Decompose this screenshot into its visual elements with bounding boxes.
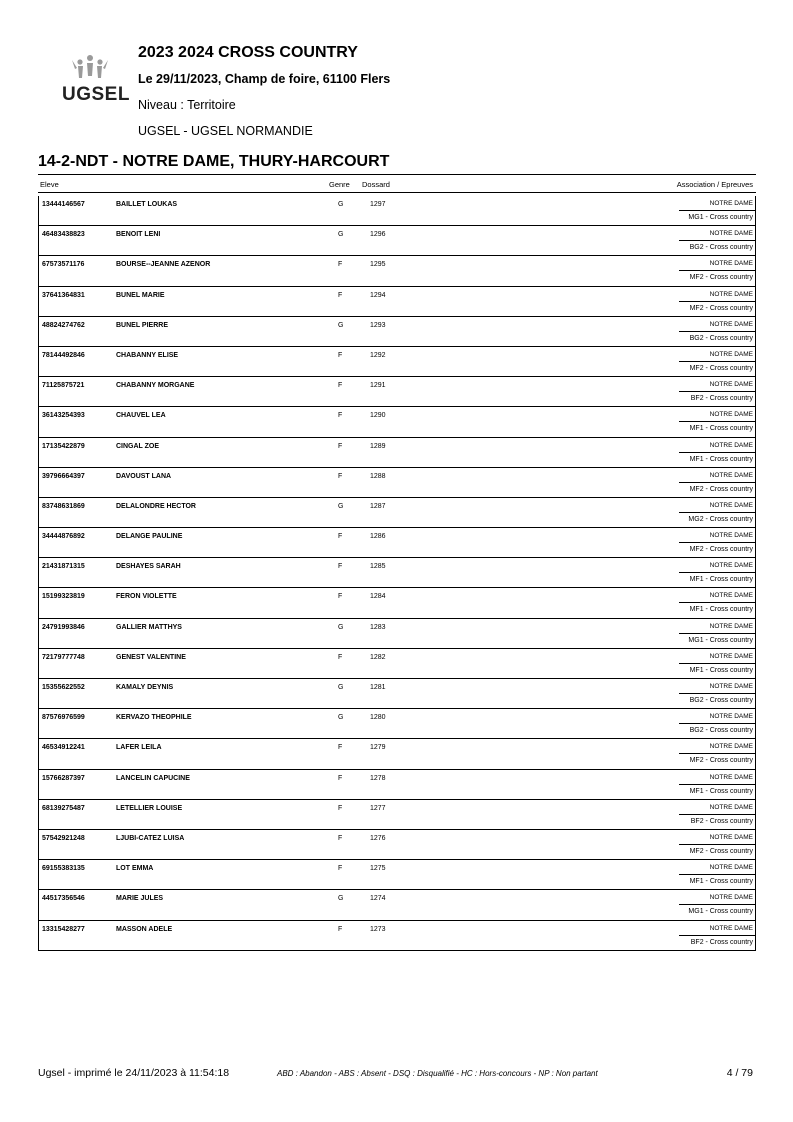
athlete-name: LOT EMMA (116, 865, 154, 873)
athlete-genre: F (338, 412, 343, 420)
athlete-dossard: 1279 (370, 744, 386, 752)
table-row (39, 527, 755, 557)
athlete-genre: G (338, 623, 344, 631)
athlete-association: NOTRE DAME (709, 350, 753, 358)
athlete-name: LJUBI-CATEZ LUISA (116, 834, 185, 842)
table-row (39, 859, 755, 889)
athlete-name: FERON VIOLETTE (116, 593, 177, 601)
cell-divider (679, 542, 755, 543)
athlete-association: NOTRE DAME (709, 743, 753, 751)
athlete-id: 17135422879 (42, 442, 85, 450)
column-header-association: Association / Epreuves (676, 180, 753, 189)
athlete-name: CHABANNY MORGANE (116, 382, 195, 390)
athlete-id: 15199323819 (42, 593, 85, 601)
athlete-name: GALLIER MATTHYS (116, 623, 182, 631)
cell-divider (679, 663, 755, 664)
athlete-epreuve: BF2 - Cross country (690, 395, 753, 403)
athlete-genre: F (338, 774, 343, 782)
athlete-id: 68139275487 (42, 804, 85, 812)
athlete-dossard: 1274 (370, 895, 386, 903)
athlete-association: NOTRE DAME (709, 381, 753, 389)
athlete-epreuve: BG2 - Cross country (689, 697, 753, 704)
athlete-genre: G (338, 714, 344, 722)
athlete-epreuve: MG2 - Cross country (688, 515, 753, 523)
athlete-association: NOTRE DAME (709, 260, 753, 268)
athlete-association: NOTRE DAME (709, 501, 753, 509)
athlete-association: NOTRE DAME (709, 622, 753, 630)
athlete-epreuve: MF2 - Cross country (689, 546, 753, 554)
cell-divider (679, 301, 755, 302)
athlete-name: GENEST VALENTINE (116, 653, 186, 661)
athlete-epreuve: MF2 - Cross country (689, 274, 753, 282)
athlete-dossard: 1282 (370, 653, 386, 661)
cell-divider (679, 270, 755, 271)
athletes-logo-icon (68, 54, 112, 86)
athlete-id: 39796664397 (42, 472, 85, 480)
athlete-epreuve: MG1 - Cross country (688, 214, 753, 221)
cell-divider (679, 452, 755, 453)
cell-divider (679, 844, 755, 845)
athlete-id: 15355622552 (42, 684, 85, 691)
athlete-association: NOTRE DAME (709, 532, 753, 540)
table-row (39, 799, 755, 829)
athlete-dossard: 1273 (370, 925, 386, 933)
athlete-genre: F (338, 925, 343, 933)
athlete-dossard: 1285 (370, 563, 386, 571)
event-date-location: Le 29/11/2023, Champ de foire, 61100 Flers (138, 72, 391, 86)
cell-divider (679, 602, 755, 603)
table-row (39, 406, 755, 436)
athlete-epreuve: MF1 - Cross country (689, 606, 753, 614)
athlete-epreuve: MF2 - Cross country (689, 485, 753, 493)
print-timestamp: Ugsel - imprimé le 24/11/2023 à 11:54:18 (38, 1067, 230, 1079)
athlete-genre: F (338, 351, 343, 359)
athlete-epreuve: MF1 - Cross country (689, 666, 753, 674)
athlete-genre: G (338, 231, 344, 239)
athlete-dossard: 1288 (370, 472, 386, 480)
event-level: Niveau : Territoire (138, 98, 236, 112)
athlete-association: NOTRE DAME (709, 803, 753, 811)
athlete-association: NOTRE DAME (709, 924, 753, 932)
athlete-association: NOTRE DAME (709, 773, 753, 781)
table-row (39, 829, 755, 859)
table-row (39, 920, 755, 950)
athlete-dossard: 1295 (370, 261, 386, 269)
athlete-epreuve: MF1 - Cross country (689, 425, 753, 433)
page-title: 2023 2024 CROSS COUNTRY (138, 44, 358, 61)
athlete-genre: G (338, 201, 344, 208)
athlete-dossard: 1289 (370, 442, 386, 450)
athlete-dossard: 1277 (370, 804, 386, 812)
athlete-genre: F (338, 382, 343, 390)
table-row (39, 648, 755, 678)
table-row (39, 346, 755, 376)
athlete-epreuve: MF2 - Cross country (689, 304, 753, 312)
athlete-dossard: 1283 (370, 623, 386, 631)
athlete-dossard: 1293 (370, 321, 386, 329)
abbreviation-legend: ABD : Abandon - ABS : Absent - DSQ : Disqualifié - HC : Hors-concours - NP : Non partant (277, 1069, 598, 1078)
column-header-dossard: Dossard (362, 180, 390, 189)
athlete-dossard: 1287 (370, 502, 386, 510)
athlete-name: DESHAYES SARAH (116, 563, 181, 571)
athlete-id: 71125875721 (42, 382, 85, 390)
athlete-name: BAILLET LOUKAS (116, 201, 178, 208)
page-number: 4 / 79 (726, 1067, 753, 1079)
athlete-epreuve: MG1 - Cross country (688, 908, 753, 916)
cell-divider (679, 361, 755, 362)
athlete-id: 21431871315 (42, 563, 85, 571)
athlete-name: BUNEL MARIE (116, 291, 165, 299)
athlete-genre: F (338, 533, 343, 541)
table-row (39, 618, 755, 648)
athlete-epreuve: MF1 - Cross country (689, 878, 753, 886)
table-row (39, 255, 755, 285)
athlete-genre: F (338, 261, 343, 269)
athlete-name: MARIE JULES (116, 895, 164, 903)
athlete-dossard: 1284 (370, 593, 386, 601)
athlete-dossard: 1290 (370, 412, 386, 420)
athlete-id: 15766287397 (42, 774, 85, 782)
table-row (39, 769, 755, 799)
cell-divider (679, 210, 755, 211)
athlete-association: NOTRE DAME (709, 894, 753, 902)
athlete-epreuve: MF1 - Cross country (689, 455, 753, 463)
athlete-name: BOURSE--JEANNE AZENOR (116, 261, 211, 269)
cell-divider (679, 693, 755, 694)
cell-divider (679, 935, 755, 936)
results-table (38, 196, 756, 951)
cell-divider (679, 391, 755, 392)
cell-divider (679, 512, 755, 513)
athlete-id: 78144492846 (42, 351, 85, 359)
cell-divider (679, 904, 755, 905)
athlete-name: DELANGE PAULINE (116, 533, 183, 541)
athlete-id: 46534912241 (42, 744, 85, 752)
athlete-genre: F (338, 804, 343, 812)
athlete-name: KAMALY DEYNIS (116, 684, 174, 691)
cell-divider (679, 421, 755, 422)
column-header-genre: Genre (329, 180, 350, 189)
athlete-genre: G (338, 895, 344, 903)
table-row (39, 889, 755, 919)
athlete-association: NOTRE DAME (709, 592, 753, 600)
cell-divider (679, 814, 755, 815)
athlete-association: NOTRE DAME (709, 713, 753, 721)
cell-divider (679, 240, 755, 241)
athlete-genre: F (338, 472, 343, 480)
table-row (39, 557, 755, 587)
athlete-genre: F (338, 865, 343, 873)
athlete-epreuve: MF2 - Cross country (689, 757, 753, 765)
cell-divider (679, 572, 755, 573)
athlete-epreuve: BG2 - Cross country (689, 244, 753, 252)
athlete-epreuve: MG1 - Cross country (688, 636, 753, 644)
section-divider (38, 174, 756, 175)
athlete-name: LAFER LEILA (116, 744, 162, 752)
athlete-genre: G (338, 684, 344, 691)
cell-divider (679, 753, 755, 754)
athlete-epreuve: BG2 - Cross country (689, 334, 753, 342)
cell-divider (679, 482, 755, 483)
athlete-epreuve: BF2 - Cross country (690, 817, 753, 825)
athlete-genre: F (338, 291, 343, 299)
athlete-id: 13315428277 (42, 925, 85, 933)
athlete-name: KERVAZO THEOPHILE (116, 714, 192, 722)
athlete-epreuve: BG2 - Cross country (689, 727, 753, 735)
header-divider (38, 192, 756, 193)
athlete-dossard: 1294 (370, 291, 386, 299)
athlete-genre: F (338, 834, 343, 842)
table-row (39, 738, 755, 768)
athlete-id: 24791993846 (42, 623, 85, 631)
athlete-genre: F (338, 563, 343, 571)
athlete-id: 69155383135 (42, 865, 85, 873)
athlete-association: NOTRE DAME (709, 230, 753, 238)
athlete-id: 46483438823 (42, 231, 85, 239)
athlete-epreuve: MF1 - Cross country (689, 576, 753, 584)
athlete-dossard: 1280 (370, 714, 386, 722)
athlete-dossard: 1275 (370, 865, 386, 873)
athlete-association: NOTRE DAME (709, 471, 753, 479)
athlete-name: CINGAL ZOE (116, 442, 160, 450)
athlete-id: 87576976599 (42, 714, 85, 722)
table-row (39, 286, 755, 316)
athlete-id: 34444876892 (42, 533, 85, 541)
column-header-eleve: Eleve (40, 180, 59, 189)
athlete-name: DAVOUST LANA (116, 472, 172, 480)
athlete-name: DELALONDRE HECTOR (116, 502, 196, 510)
athlete-genre: G (338, 321, 344, 329)
cell-divider (679, 723, 755, 724)
table-row (39, 196, 755, 225)
cell-divider (679, 633, 755, 634)
athlete-epreuve: BF2 - Cross country (690, 938, 753, 946)
organization: UGSEL - UGSEL NORMANDIE (138, 124, 313, 138)
athlete-name: LETELLIER LOUISE (116, 804, 183, 812)
athlete-association: NOTRE DAME (709, 290, 753, 298)
athlete-dossard: 1296 (370, 231, 386, 239)
cell-divider (679, 874, 755, 875)
table-row (39, 587, 755, 617)
athlete-association: NOTRE DAME (709, 562, 753, 570)
athlete-dossard: 1286 (370, 533, 386, 541)
athlete-association: NOTRE DAME (709, 683, 753, 690)
athlete-name: CHAUVEL LEA (116, 412, 166, 420)
athlete-dossard: 1291 (370, 382, 386, 390)
athlete-id: 67573571176 (42, 261, 85, 269)
athlete-dossard: 1297 (370, 201, 386, 208)
table-row (39, 497, 755, 527)
athlete-genre: F (338, 442, 343, 450)
athlete-association: NOTRE DAME (709, 833, 753, 841)
athlete-id: 37641364831 (42, 291, 85, 299)
athlete-name: CHABANNY ELISE (116, 351, 179, 359)
table-row (39, 678, 755, 708)
athlete-association: NOTRE DAME (709, 411, 753, 419)
table-row (39, 708, 755, 738)
athlete-id: 57542921248 (42, 834, 85, 842)
athlete-association: NOTRE DAME (709, 200, 753, 207)
athlete-genre: F (338, 593, 343, 601)
cell-divider (679, 331, 755, 332)
athlete-association: NOTRE DAME (709, 320, 753, 328)
athlete-id: 72179777748 (42, 653, 85, 661)
athlete-dossard: 1292 (370, 351, 386, 359)
athlete-name: MASSON ADELE (116, 925, 173, 933)
athlete-name: LANCELIN CAPUCINE (116, 774, 190, 782)
athlete-dossard: 1281 (370, 684, 386, 691)
athlete-association: NOTRE DAME (709, 441, 753, 449)
athlete-dossard: 1276 (370, 834, 386, 842)
athlete-name: BENOIT LENI (116, 231, 161, 239)
athlete-epreuve: MF2 - Cross country (689, 364, 753, 372)
table-row (39, 437, 755, 467)
section-title: 14-2-NDT - NOTRE DAME, THURY-HARCOURT (38, 153, 390, 170)
athlete-dossard: 1278 (370, 774, 386, 782)
athlete-name: BUNEL PIERRE (116, 321, 168, 329)
athlete-epreuve: MF1 - Cross country (689, 787, 753, 795)
logo-wordmark: UGSEL (62, 84, 130, 105)
athlete-epreuve: MF2 - Cross country (689, 847, 753, 855)
cell-divider (679, 784, 755, 785)
athlete-id: 36143254393 (42, 412, 85, 420)
athlete-id: 44517356546 (42, 895, 85, 903)
athlete-genre: F (338, 653, 343, 661)
athlete-genre: G (338, 502, 344, 510)
table-row (39, 467, 755, 497)
athlete-id: 48824274762 (42, 321, 85, 329)
athlete-association: NOTRE DAME (709, 864, 753, 872)
athlete-genre: F (338, 744, 343, 752)
athlete-id: 83748631869 (42, 502, 85, 510)
ugsel-logo (62, 54, 130, 106)
athlete-association: NOTRE DAME (709, 652, 753, 660)
table-row (39, 376, 755, 406)
table-row (39, 316, 755, 346)
table-row (39, 225, 755, 255)
athlete-id: 13444146567 (42, 201, 85, 208)
